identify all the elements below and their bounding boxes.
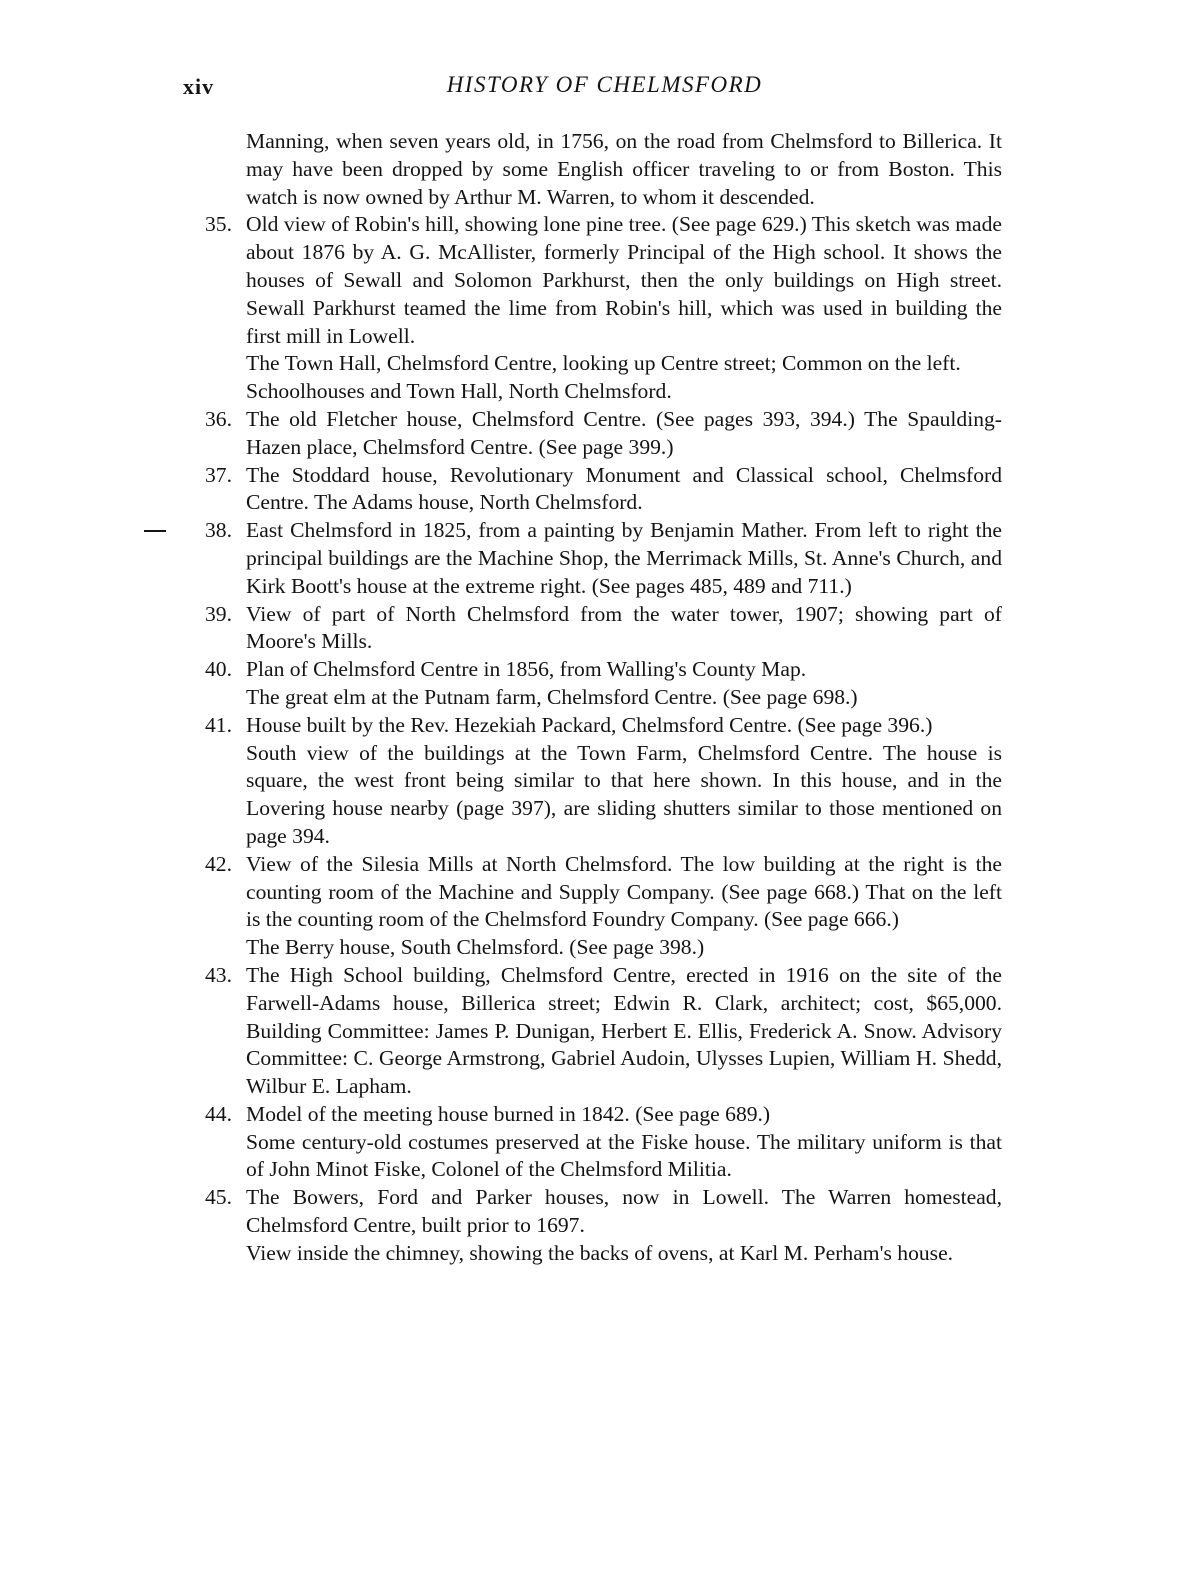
entry-paragraph: Model of the meeting house burned in 1842. (See page 689.) — [246, 1101, 771, 1126]
continuation-entry — [182, 128, 1002, 211]
entry-paragraph: The High School building, Chelmsford Centre, erected in 1916 on the site of the Farwell-Adams house, Billerica street; Edwin R. Clark, architect; cost, $65,000. Building Committee: James P. Dunigan, Herbert E. Ellis, Frederick A. Snow. Advisory Committee: C. George Armstrong, Gabriel Audoin, Ulysses Lupien, William H. Shedd, Wilbur E. Lapham. — [246, 962, 1002, 1099]
entry-paragraph: East Chelmsford in 1825, from a painting by Benjamin Mather. From left to right the principal buildings are the Machine Shop, the Merrimack Mills, St. Anne's Church, and Kirk Boott's house at the extreme right. (See pages 485, 489 and 711.) — [246, 518, 1002, 598]
entry-paragraph: House built by the Rev. Hezekiah Packard, Chelmsford Centre. (See page 396.) — [246, 712, 933, 737]
entry-paragraph: The Berry house, South Chelmsford. (See page 398.) — [246, 935, 705, 960]
list-item — [182, 406, 1002, 462]
illustration-list — [182, 128, 1002, 1268]
entry-number: 35. — [205, 212, 232, 237]
list-item — [182, 1101, 1002, 1184]
entry-number: 38. — [205, 518, 232, 543]
entry-number: 44. — [205, 1101, 232, 1126]
entry-paragraph: Some century-old costumes preserved at the Fiske house. The military uniform is that of John Minot Fiske, Colonel of the Chelmsford Militia. — [246, 1129, 1002, 1182]
margin-dash-mark — [144, 530, 166, 532]
entry-paragraph: South view of the buildings at the Town Farm, Chelmsford Centre. The house is square, the west front being similar to that here shown. In this house, and in the Lovering house nearby (page 397), are sliding shutters similar to those mentioned on page 394. — [246, 740, 1002, 848]
entry-number: 39. — [205, 601, 232, 626]
list-item — [182, 462, 1002, 518]
list-item — [182, 1184, 1002, 1267]
entry-paragraph: View of the Silesia Mills at North Chelmsford. The low building at the right is the counting room of the Machine and Supply Company. (See page 668.) That on the left is the counting room of the Chelmsford Foundry Company. (See page 666.) — [246, 851, 1002, 932]
list-item — [182, 712, 1002, 851]
entry-paragraph: Old view of Robin's hill, showing lone pine tree. (See page 629.) This sketch was made about 1876 by A. G. McAllister, formerly Principal of the High school. It shows the houses of Sewall and Solomon Parkhurst, then the only buildings on High street. Sewall Parkhurst teamed the lime from Robin's hill, which was used in building the first mill in Lowell. — [246, 212, 1002, 348]
entry-number: 45. — [205, 1185, 232, 1210]
entry-number: 41. — [205, 712, 232, 737]
entry-paragraph: View of part of North Chelmsford from the water tower, 1907; showing part of Moore's Mills. — [246, 601, 1002, 654]
entry-paragraph: Plan of Chelmsford Centre in 1856, from Walling's County Map. — [246, 657, 807, 682]
entry-paragraph: Schoolhouses and Town Hall, North Chelmsford. — [246, 379, 672, 404]
entry-number: 36. — [205, 406, 232, 431]
entry-paragraph: The Stoddard house, Revolutionary Monument and Classical school, Chelmsford Centre. The Adams house, North Chelmsford. — [246, 462, 1002, 515]
running-title: HISTORY OF CHELMSFORD — [446, 72, 763, 97]
list-item — [182, 656, 1002, 712]
entry-paragraph: The Town Hall, Chelmsford Centre, looking up Centre street; Common on the left. — [246, 351, 961, 376]
entry-number: 43. — [205, 962, 232, 987]
continuation-paragraph: Manning, when seven years old, in 1756, on the road from Chelmsford to Billerica. It may have been dropped by some English officer traveling to or from Boston. This watch is now owned by Arthur M. Warren, to whom it descended. — [246, 129, 1002, 209]
list-item — [182, 601, 1002, 657]
entry-paragraph: View inside the chimney, showing the backs of ovens, at Karl M. Perham's house. — [246, 1240, 954, 1265]
entry-paragraph: The great elm at the Putnam farm, Chelmsford Centre. (See page 698.) — [246, 684, 858, 709]
entry-paragraph: The Bowers, Ford and Parker houses, now in Lowell. The Warren homestead, Chelmsford Centre, built prior to 1697. — [246, 1185, 1002, 1238]
list-item — [182, 517, 1002, 600]
entry-paragraph: The old Fletcher house, Chelmsford Centre. (See pages 393, 394.) The Spaulding-Hazen place, Chelmsford Centre. (See page 399.) — [246, 406, 1002, 459]
list-item — [182, 851, 1002, 962]
entries-list — [182, 211, 1002, 1267]
list-item — [182, 962, 1002, 1101]
entry-number: 42. — [205, 851, 232, 876]
page-number: xiv — [183, 74, 215, 99]
entry-number: 37. — [205, 462, 232, 487]
list-item — [182, 211, 1002, 406]
entry-number: 40. — [205, 657, 232, 682]
